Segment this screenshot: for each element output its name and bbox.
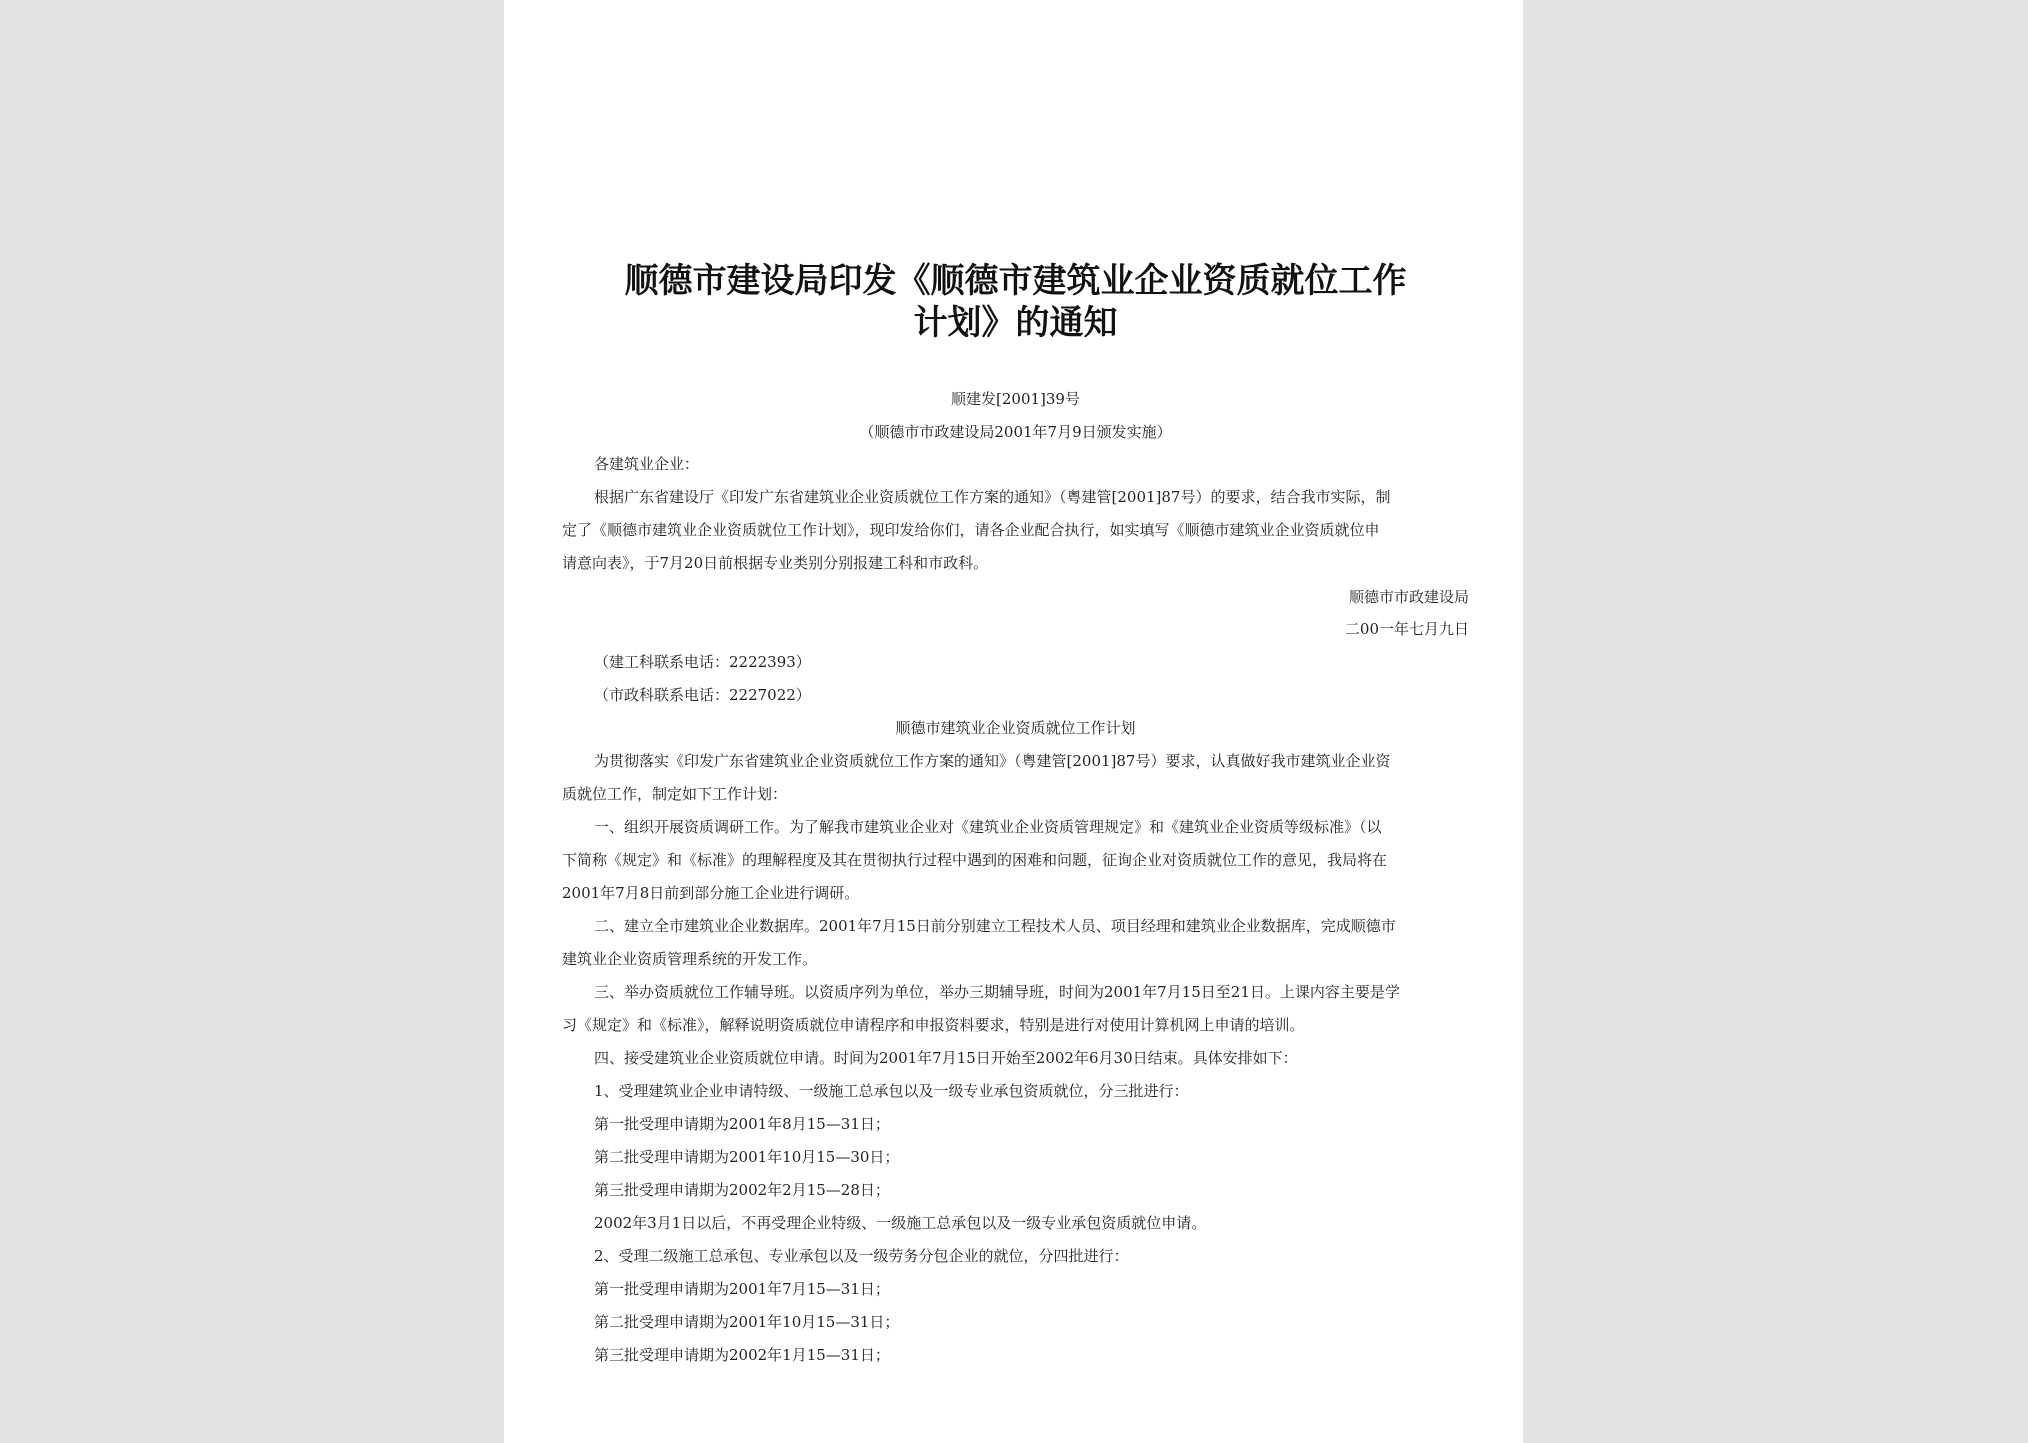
doc-number: 顺建发[2001]39号 [951,390,1080,408]
issue-note: （顺德市市政建设局2001年7月9日颁发实施） [859,423,1172,441]
plan-line: 2、受理二级施工总承包、专业承包以及一级劳务分包企业的就位，分四批进行： [594,1247,1129,1265]
plan-line: 一、组织开展资质调研工作。为了解我市建筑业企业对《建筑业企业资质管理规定》和《建筑业企业资质等级标准》（以 [594,818,1382,836]
plan-line: 质就位工作，制定如下工作计划： [562,785,788,803]
title-line-1: 顺德市建设局印发《顺德市建筑业企业资质就位工作 [624,261,1407,301]
plan-line: 第二批受理申请期为2001年10月15—30日； [594,1148,900,1166]
plan-line: 下简称《规定》和《标准》的理解程度及其在贯彻执行过程中遇到的困难和问题，征询企业对资质就位工作的意见，我局将在 [562,851,1388,869]
plan-line: 第三批受理申请期为2002年1月15—31日； [594,1346,890,1364]
document-page [504,0,1523,1443]
plan-line: 三、举办资质就位工作辅导班。以资质序列为单位，举办三期辅导班，时间为2001年7月15日至21日。上课内容主要是学 [594,983,1400,1001]
plan-line: 四、接受建筑业企业资质就位申请。时间为2001年7月15日开始至2002年6月30日结束。具体安排如下： [594,1049,1298,1067]
signature-org: 顺德市市政建设局 [1348,588,1469,606]
plan-line: 二、建立全市建筑业企业数据库。2001年7月15日前分别建立工程技术人员、项目经理和建筑业企业数据库，完成顺德市 [594,917,1396,935]
title-line-2: 计划》的通知 [913,303,1118,343]
body-line: 根据广东省建设厅《印发广东省建筑业企业资质就位工作方案的通知》（粤建管[2001]87号）的要求，结合我市实际，制 [594,488,1391,506]
salutation: 各建筑业企业： [594,455,700,473]
signature-date: 二00一年七月九日 [1344,620,1469,638]
document-title [562,260,1469,344]
body-line: 请意向表》，于7月20日前根据专业类别分别报建工科和市政科。 [562,554,989,572]
plan-line: 1、受理建筑业企业申请特级、一级施工总承包以及一级专业承包资质就位，分三批进行： [594,1082,1189,1100]
plan-line: 习《规定》和《标准》，解释说明资质就位申请程序和申报资料要求，特别是进行对使用计算机网上申请的培训。 [562,1016,1305,1034]
contact-line: （建工科联系电话：2222393） [594,653,811,671]
plan-title: 顺德市建筑业企业资质就位工作计划 [895,719,1136,737]
plan-line: 第一批受理申请期为2001年8月15—31日； [594,1115,890,1133]
contact-line: （市政科联系电话：2227022） [594,686,811,704]
plan-line: 2001年7月8日前到部分施工企业进行调研。 [562,884,860,902]
plan-line: 建筑业企业资质管理系统的开发工作。 [562,950,818,968]
plan-line: 第三批受理申请期为2002年2月15—28日； [594,1181,890,1199]
plan-line: 为贯彻落实《印发广东省建筑业企业资质就位工作方案的通知》（粤建管[2001]87号）要求，认真做好我市建筑业企业资 [594,752,1391,770]
plan-line: 第一批受理申请期为2001年7月15—31日； [594,1280,890,1298]
plan-line: 第二批受理申请期为2001年10月15—31日； [594,1313,900,1331]
body-line: 定了《顺德市建筑业企业资质就位工作计划》，现印发给你们，请各企业配合执行，如实填写《顺德市建筑业企业资质就位申 [562,521,1380,539]
plan-line: 2002年3月1日以后，不再受理企业特级、一级施工总承包以及一级专业承包资质就位申请。 [594,1214,1207,1232]
